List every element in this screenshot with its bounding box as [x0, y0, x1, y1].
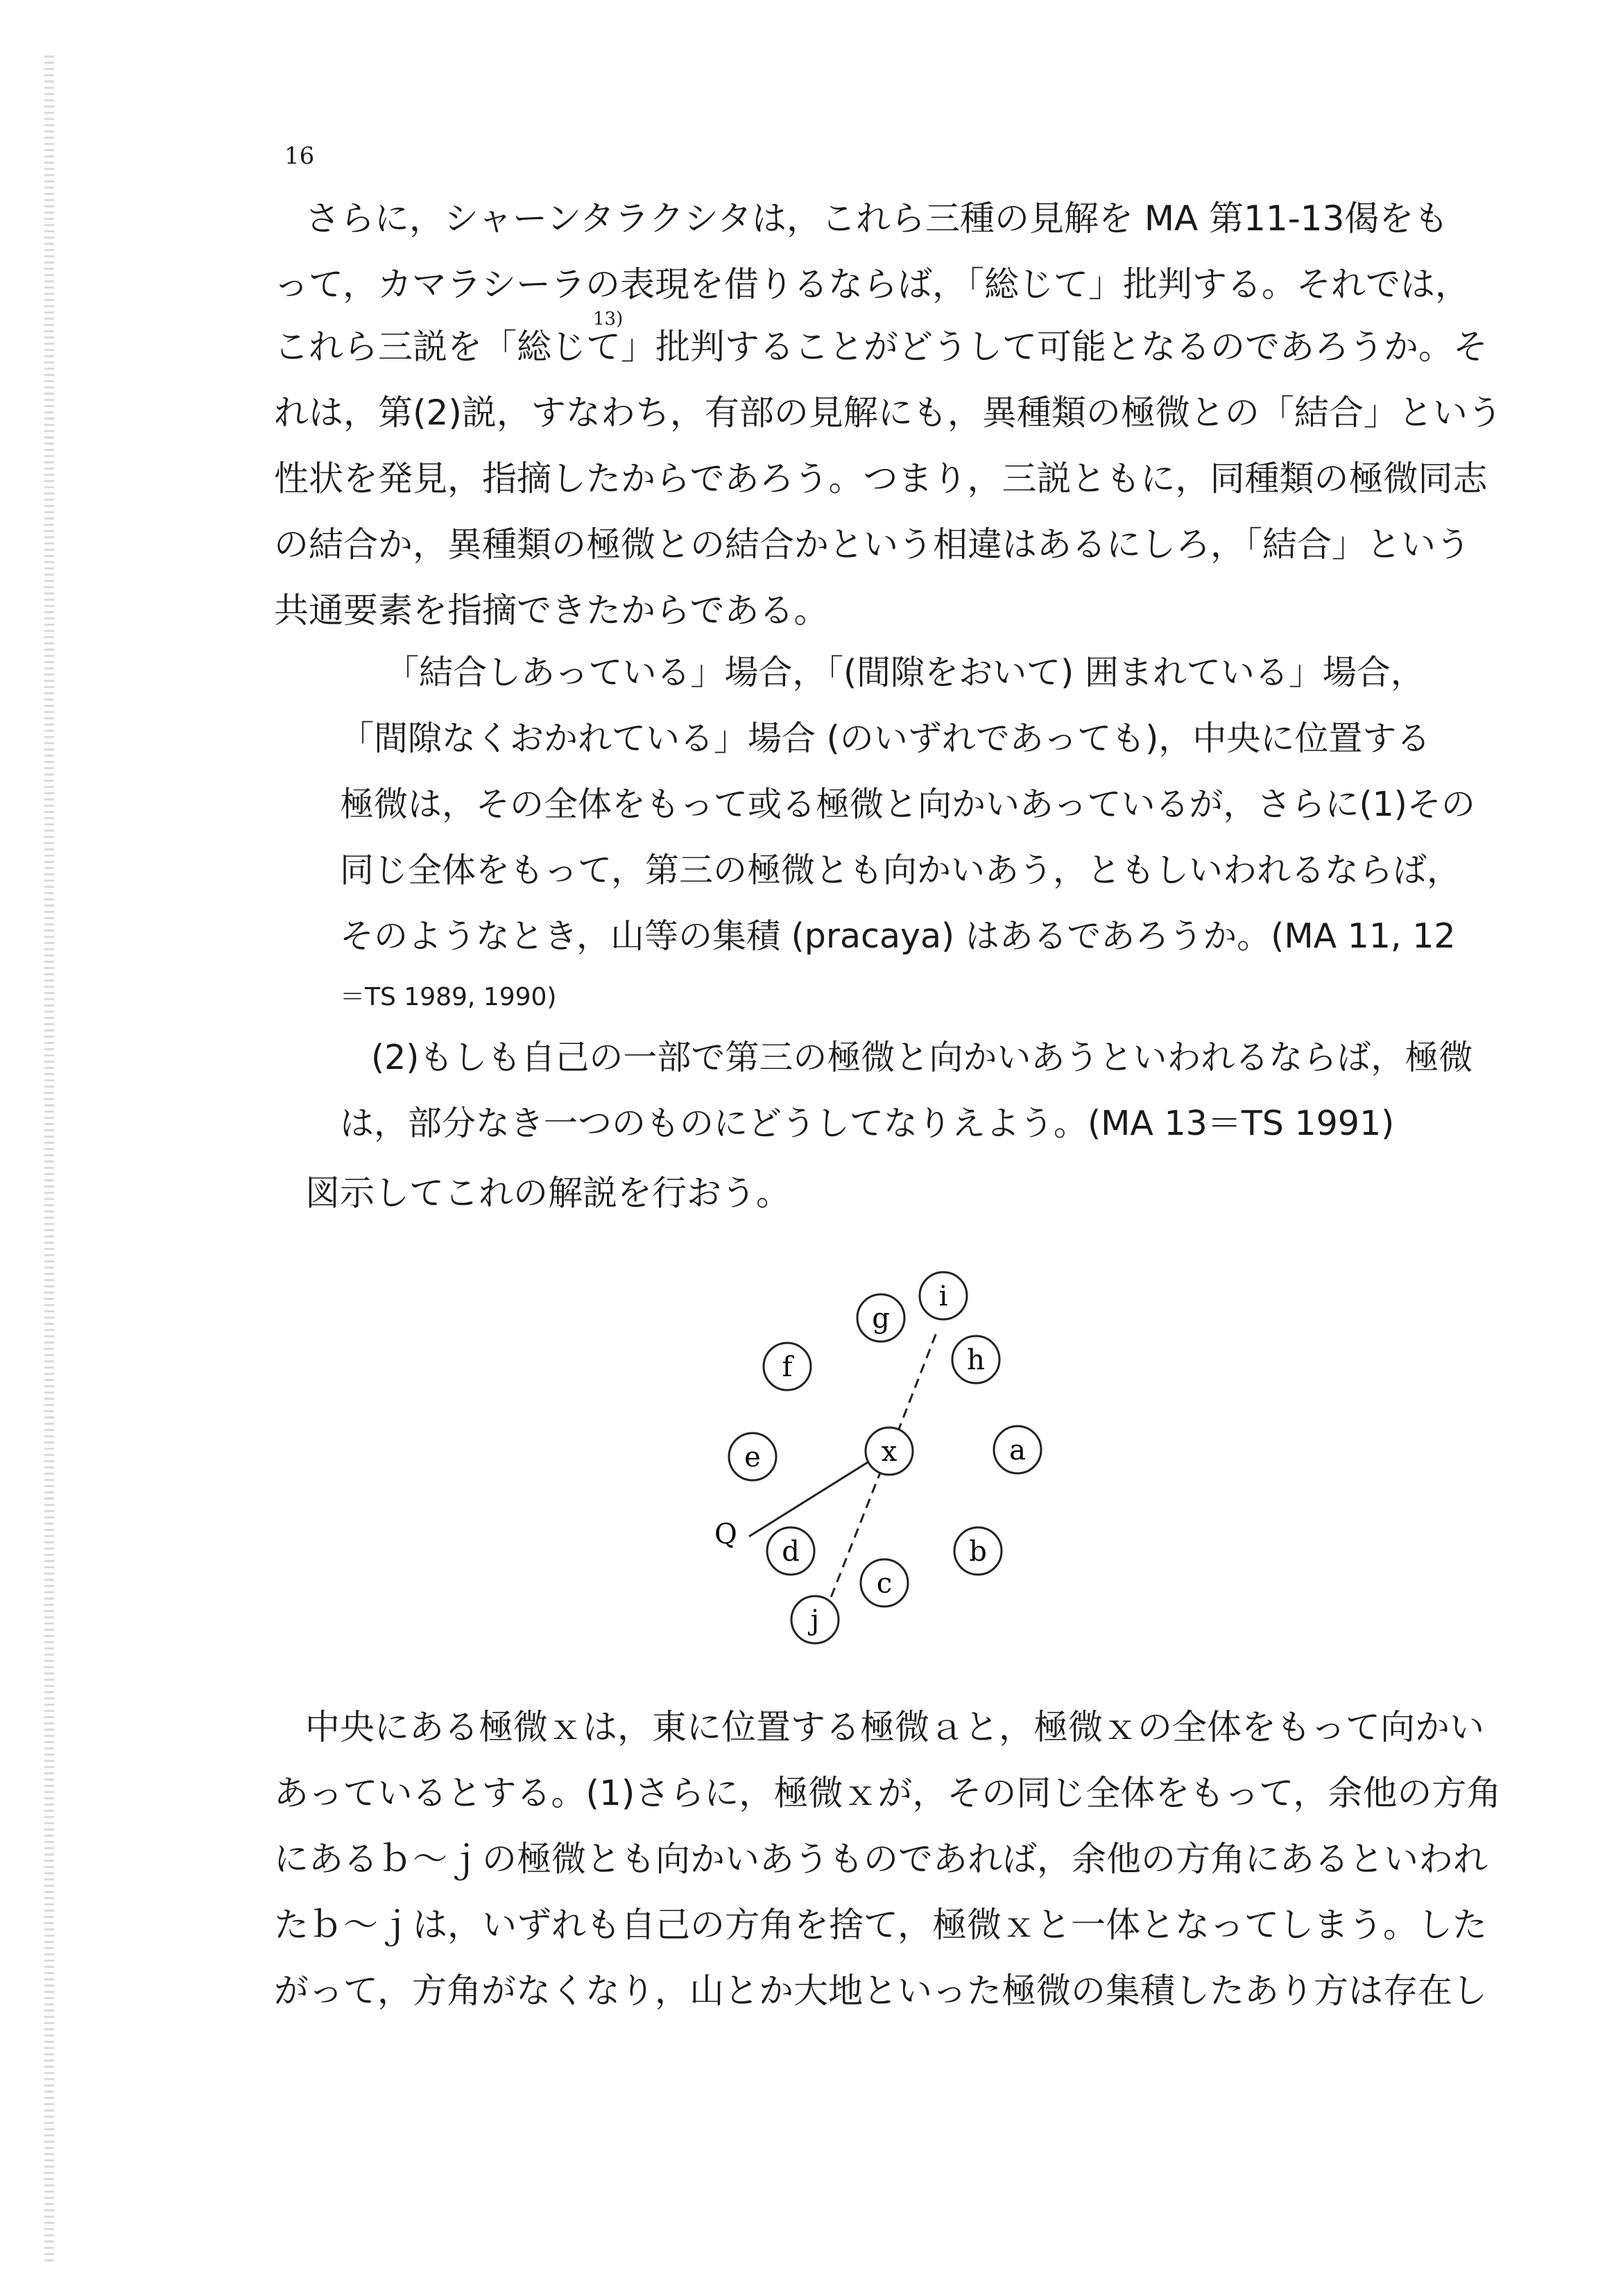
- para1-line: 共通要素を指摘できたからである。: [274, 590, 829, 631]
- atom-j: [791, 1596, 839, 1643]
- atom-diagram: [680, 1262, 1068, 1651]
- quote-line: は，部分なき一つのものにどうしてなりえよう。(MA 13＝TS 1991): [340, 1104, 1395, 1143]
- atom-b: [954, 1527, 1002, 1575]
- para1-line: れは，第(2)説，すなわち，有部の見解にも，異種類の極微との「結合」という: [274, 393, 1502, 433]
- para2-line: あっているとする。(1)さらに，極微ｘが，その同じ全体をもって，余他の方角: [274, 1773, 1502, 1813]
- atom-label: a: [1009, 1434, 1026, 1466]
- atom-a: [994, 1426, 1041, 1473]
- atom-e: [729, 1433, 776, 1480]
- quote-line: 「間隙なくおかれている」場合 (のいずれであっても)，中央に位置する: [340, 719, 1431, 758]
- para1-line: 性状を発見，指摘したからであろう。つまり，三説ともに，同種類の極微同志: [274, 459, 1488, 499]
- quote-line: ＝TS 1989, 1990): [340, 983, 557, 1011]
- atom-h: [952, 1336, 999, 1383]
- quote-line: そのようなとき，山等の集積 (pracaya) はあるであろうか。(MA 11, 12: [340, 916, 1456, 956]
- atom-label: d: [782, 1536, 800, 1568]
- quote-line: 同じ全体をもって，第三の極微とも向かいあう，ともしいわれるならば，: [340, 850, 1461, 890]
- atom-label: x: [881, 1436, 898, 1468]
- atom-g: [857, 1294, 904, 1342]
- atom-d: [767, 1527, 814, 1575]
- atom-label: j: [810, 1604, 820, 1636]
- para1-line: の結合か，異種類の極微との結合かという相違はあるにしろ，「結合」という: [274, 524, 1470, 565]
- atom-label: f: [782, 1351, 793, 1383]
- quote-line: 極微は，その全体をもって或る極微と向かいあっているが，さらに(1)その: [340, 785, 1475, 824]
- quote-line: (2)もしも自己の一部で第三の極微と向かいあうといわれるならば，極微: [371, 1038, 1473, 1077]
- point-q-label: Q: [714, 1518, 737, 1550]
- atom-i: [920, 1272, 967, 1319]
- scan-edge-artifact: [44, 55, 54, 2261]
- atom-label: g: [872, 1303, 890, 1335]
- para2-line: 中央にある極微ｘは，東に位置する極微ａと，極微ｘの全体をもって向かい: [305, 1707, 1484, 1747]
- quote-line: 「結合しあっている」場合，「(間隙をおいて) 囲まれている」場合，: [385, 653, 1425, 692]
- atom-label: e: [744, 1441, 761, 1473]
- dashed-line-x-i: [898, 1331, 937, 1432]
- note-reference: 13): [593, 309, 624, 329]
- figure-intro: 図示してこれの解説を行おう。: [305, 1173, 791, 1213]
- para1-line: さらに，シャーンタラクシタは，これら三種の見解を MA 第11-13偈をも: [305, 198, 1449, 239]
- atom-label: i: [938, 1280, 948, 1312]
- para1-line: って，カマラシーラの表現を借りるならば，「総じて」批判する。それでは，: [274, 264, 1470, 305]
- para2-line: がって，方角がなくなり，山とか大地といった極微の集積したあり方は存在し: [274, 1971, 1487, 2011]
- atom-x: [866, 1428, 913, 1475]
- atom-label: c: [876, 1568, 893, 1600]
- atom-label: h: [967, 1344, 985, 1376]
- para2-line: にあるｂ～ｊの極微とも向かいあうものであれば，余他の方角にあるといわれ: [274, 1839, 1488, 1879]
- page-number: 16: [284, 142, 315, 170]
- para1-line: これら三説を「総じて」批判することがどうして可能となるのであろうか。そ: [274, 327, 1488, 367]
- atom-c: [861, 1559, 908, 1607]
- atom-f: [764, 1343, 811, 1390]
- para2-line: たｂ～ｊは，いずれも自己の方角を捨て，極微ｘと一体となってしまう。した: [274, 1905, 1487, 1945]
- atom-label: b: [969, 1536, 987, 1568]
